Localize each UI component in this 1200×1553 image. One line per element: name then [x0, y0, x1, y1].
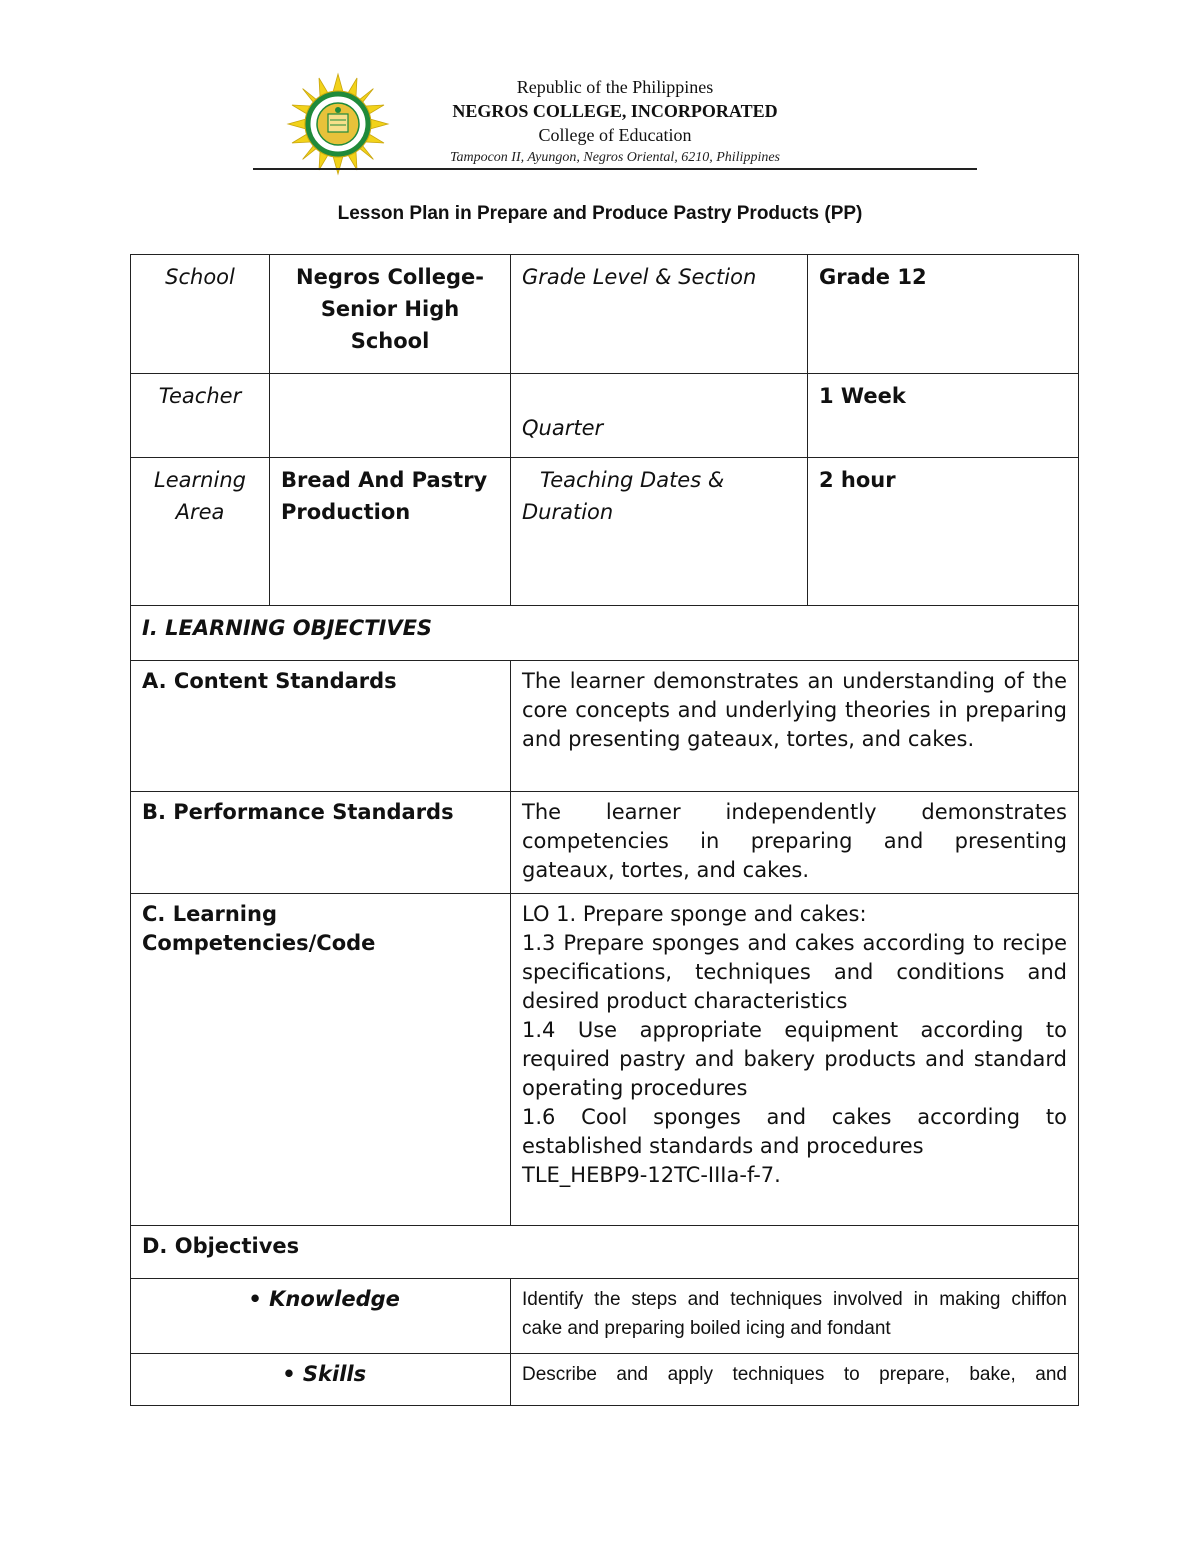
- table-row: [131, 661, 1079, 792]
- school-label: School: [131, 255, 270, 374]
- grade-value: Grade 12: [808, 255, 1079, 374]
- department-name: College of Education: [538, 125, 692, 145]
- skills-label-cell: [131, 1354, 511, 1406]
- table-row: [131, 255, 1079, 374]
- teacher-label: Teacher: [131, 374, 270, 458]
- table-row: [131, 1354, 1079, 1406]
- knowledge-label: Knowledge: [269, 1287, 400, 1311]
- teacher-value: [270, 374, 511, 458]
- competency-lo: LO 1. Prepare sponge and cakes:: [522, 902, 867, 926]
- bullet-icon: •: [282, 1362, 296, 1386]
- table-row: [131, 894, 1079, 1226]
- performance-standards-label: B. Performance Standards: [131, 792, 511, 894]
- competency-1-6: 1.6 Cool sponges and cakes according to established standards and procedures: [522, 1105, 1067, 1158]
- knowledge-label-cell: [131, 1279, 511, 1354]
- competency-code: TLE_HEBP9-12TC-IIIa-f-7.: [522, 1163, 781, 1187]
- learning-objectives-heading: I. LEARNING OBJECTIVES: [131, 606, 1079, 661]
- address-line: Tampocon II, Ayungon, Negros Oriental, 6210, Philippines: [449, 150, 781, 165]
- letterhead: [395, 76, 835, 169]
- quarter-value: 1 Week: [808, 374, 1079, 458]
- header-divider: [253, 168, 977, 170]
- learning-competencies-list: [511, 894, 1079, 1226]
- college-seal-icon: [286, 72, 390, 176]
- table-row: [131, 792, 1079, 894]
- bullet-icon: •: [248, 1287, 262, 1311]
- table-row: [131, 606, 1079, 661]
- area-value: Bread And Pastry Production: [270, 458, 511, 606]
- table-row: [131, 1279, 1079, 1354]
- table-row: [131, 458, 1079, 606]
- grade-label: Grade Level & Section: [511, 255, 808, 374]
- school-value: Negros College-Senior High School: [270, 255, 511, 374]
- college-name: NEGROS COLLEGE, INCORPORATED: [452, 101, 778, 121]
- performance-standards-text: The learner independently demonstrates competencies in preparing and presenting gateaux, tortes, and cakes.: [511, 792, 1079, 894]
- skills-text: Describe and apply techniques to prepare, bake, and: [511, 1354, 1079, 1406]
- table-row: [131, 1226, 1079, 1279]
- dates-label-text: Teaching Dates & Duration: [522, 468, 725, 524]
- lesson-plan-table: [130, 254, 1079, 1406]
- objectives-d-label: D. Objectives: [131, 1226, 1079, 1279]
- content-standards-text: The learner demonstrates an understanding of the core concepts and underlying theories in preparing and presenting gateaux, tortes, and cakes.: [511, 661, 1079, 792]
- republic-line: Republic of the Philippines: [516, 77, 714, 97]
- area-label: Learning Area: [131, 458, 270, 606]
- dates-value: 2 hour: [808, 458, 1079, 606]
- content-standards-label: A. Content Standards: [131, 661, 511, 792]
- competency-1-4: 1.4 Use appropriate equipment according to required pastry and bakery products and standard operating procedures: [522, 1018, 1067, 1100]
- quarter-label: Quarter: [511, 374, 808, 458]
- learning-competencies-label: C. Learning Competencies/Code: [131, 894, 511, 1226]
- dates-label: [511, 458, 808, 606]
- page-title: Lesson Plan in Prepare and Produce Pastry Products (PP): [337, 203, 863, 224]
- table-row: [131, 374, 1079, 458]
- competency-1-3: 1.3 Prepare sponges and cakes according to recipe specifications, techniques and conditions and desired product characteristics: [522, 931, 1067, 1013]
- skills-label: Skills: [302, 1362, 367, 1386]
- knowledge-text: Identify the steps and techniques involved in making chiffon cake and preparing boiled icing and fondant: [511, 1279, 1079, 1354]
